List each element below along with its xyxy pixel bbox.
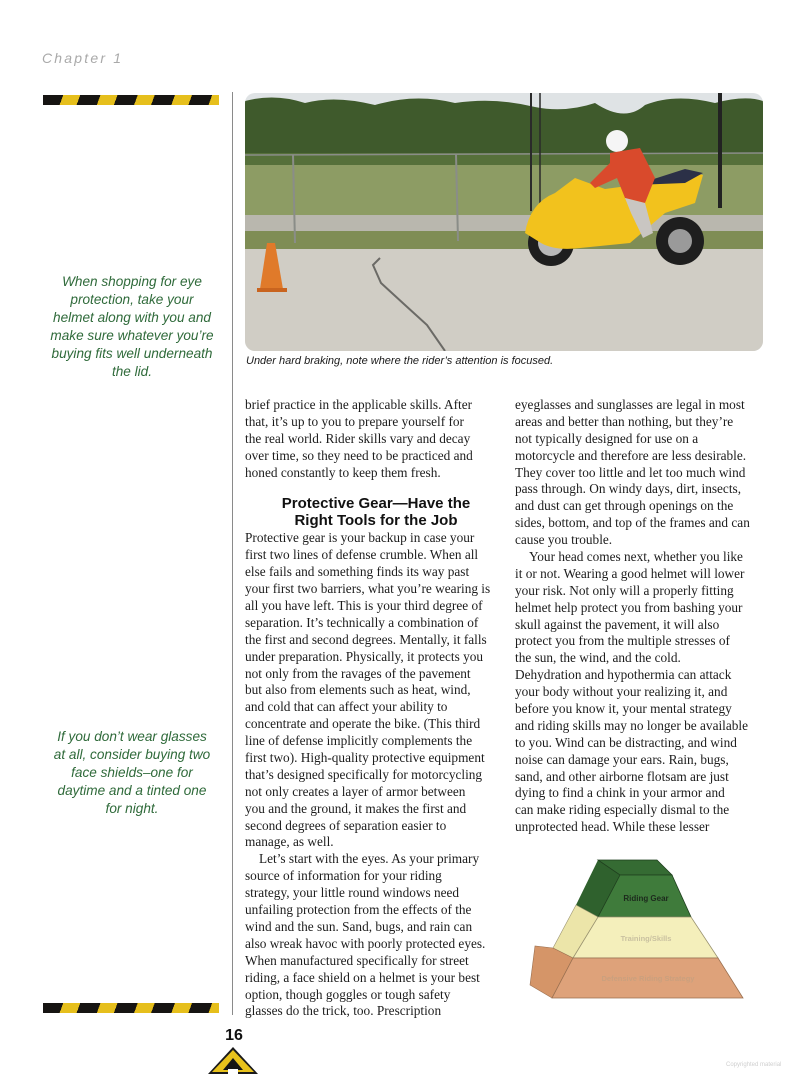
sidebar-divider (232, 92, 233, 1015)
paragraph (245, 851, 507, 1020)
text-line: glasses do the trick, too. Prescription (245, 1003, 442, 1019)
motorcycle-braking-photo (245, 93, 763, 351)
text-line: When manufactured specifically for street (245, 952, 469, 968)
text-line: but also from elements such as heat, wind, (245, 682, 471, 698)
book-logo-icon (206, 1045, 260, 1075)
paragraph (245, 397, 507, 481)
text-line: also wreak havoc with poorly protected eyes. (245, 935, 486, 951)
photo-caption: Under hard braking, note where the rider’s attention is focused. (246, 355, 554, 367)
text-line: areas and better than nothing, but they’re (515, 413, 734, 429)
paragraph (515, 549, 767, 836)
text-line: Dehydration and hypothermia can attack (515, 667, 732, 683)
text-line: the real world. Rider skills vary and decay (245, 430, 471, 446)
photo-illustration (245, 93, 763, 351)
copyright-watermark: Copyrighted material (726, 1062, 782, 1068)
text-line: honed constantly to keep them fresh. (245, 464, 441, 480)
section-heading (245, 495, 507, 529)
tip-line: protection, take your (70, 292, 194, 307)
text-line: option, though goggles or tough safety (245, 986, 451, 1002)
text-line: Protective gear is your backup in case your (245, 530, 475, 546)
hazard-stripe-top (43, 95, 219, 105)
text-line: concentrate and operate the bike. (This third (245, 716, 481, 732)
text-line: wind and the sun. Sand, bugs, and rain can (245, 918, 473, 934)
paragraph (245, 530, 507, 851)
text-line: and riding skills may no longer be available (515, 717, 749, 733)
text-line: unprotected head. While these lesser (515, 819, 710, 835)
tip-line: the lid. (111, 364, 153, 379)
text-line: They cover too little and let too much wind (515, 464, 746, 480)
text-line: and dust can get through openings on the (515, 498, 734, 514)
text-line: that’s designed specifically for motorcycling (245, 766, 483, 782)
text-line: that, it’s up to you to prepare yourself for (245, 413, 464, 429)
text-line: eyeglasses and sunglasses are legal in most (515, 397, 745, 412)
text-line: not only from the ravages of the pavement (245, 665, 471, 681)
tip-line: for night. (105, 801, 159, 816)
sidebar-tip-face-shields (32, 728, 232, 818)
text-line: cause you trouble. (515, 532, 613, 548)
tip-line: When shopping for eye (62, 274, 202, 289)
tip-line: buying fits well underneath (51, 346, 213, 361)
pyramid-label-riding-gear: Riding Gear (623, 894, 669, 903)
hazard-stripe-bottom (43, 1003, 219, 1013)
tip-line: helmet along with you and (53, 310, 211, 325)
tip-line: face shields–one for (71, 765, 193, 780)
text-line: manage, as well. (245, 834, 334, 850)
text-line: over time, so they need to be practiced and (245, 447, 473, 463)
text-line: Your head comes next, whether you like (529, 549, 743, 565)
text-line: second degrees of separation easier to (245, 817, 447, 833)
text-line: all you have left. This is your third degree of (245, 598, 483, 614)
heading-line: Right Tools for the Job (294, 512, 458, 530)
tip-line: daytime and a tinted one (57, 783, 207, 798)
text-line: and cold that can affect your ability to (245, 699, 448, 715)
text-line: noise can damage your ears. Rain, bugs, (515, 751, 729, 767)
page-number: 16 (225, 1027, 243, 1044)
text-line: helmet help protect you from bashing your (515, 599, 743, 615)
text-line: under preparation. Physically, it protects you (245, 648, 484, 664)
pyramid-label-training: Training/Skills (620, 934, 672, 943)
protection-pyramid-diagram (526, 856, 748, 1002)
text-line: can make riding especially dismal to the (515, 802, 730, 818)
text-line: sides, bottom, and top of the frames and can (515, 515, 750, 531)
text-line: strategy, your little round windows need (245, 885, 460, 901)
text-line: Let’s start with the eyes. As your primary (259, 851, 480, 867)
text-line: motorcycle and therefore are less desirable. (515, 447, 747, 463)
tip-line: make sure whatever you’re (50, 328, 214, 343)
text-line: before you know it, your mental strategy (515, 701, 732, 717)
tip-line: at all, consider buying two (53, 747, 211, 762)
text-line: unfailing protection from the effects of the (245, 902, 472, 918)
text-line: protect you from the multiple stresses of (515, 633, 730, 649)
text-line: your risk. Not only will a properly fitting (515, 582, 734, 598)
heading-line: Protective Gear—Have the (281, 495, 471, 513)
text-line: it or not. Wearing a good helmet will lower (515, 565, 745, 581)
article-column-right (515, 397, 767, 836)
text-line: to you. Wind can be distracting, and wind (515, 734, 737, 750)
text-line: else fails and something finds its way past (245, 564, 470, 580)
text-line: your first two barriers, what you’re wearing is (245, 581, 491, 597)
sidebar-tip-eye-protection (32, 273, 232, 381)
text-line: first two). High-quality protective equipment (245, 750, 485, 766)
text-line: source of information for your riding (245, 868, 442, 884)
text-line: pass through. On windy days, dirt, insects, (515, 481, 742, 497)
text-line: riding, a face shield on a helmet is your best (245, 969, 480, 985)
text-line: first two lines of defense crumble. When all (245, 547, 479, 563)
photo-cone-base (257, 288, 287, 292)
article-column-left (245, 397, 507, 1020)
chapter-label: Chapter 1 (42, 50, 124, 66)
text-line: sand, and other airborne flotsam are just (515, 768, 729, 784)
text-line: the sun, the wind, and the cold. (515, 650, 681, 666)
pyramid-label-defensive: Defensive Riding Strategy (601, 974, 695, 983)
text-line: not only creates a layer of armor between (245, 783, 466, 799)
tip-line: If you don’t wear glasses (57, 729, 207, 744)
text-line: your body without your realizing it, and (515, 684, 728, 700)
text-line: dying to find a chink in your armor and (515, 785, 725, 801)
text-line: not typically designed for use on a (515, 430, 699, 446)
text-line: the first and second degrees. Mentally, it falls (245, 631, 487, 647)
text-line: line of defense implicitly complements the (245, 733, 473, 749)
paragraph (515, 397, 767, 549)
text-line: you and the ground, it makes the first and (245, 800, 467, 816)
text-line: separation. It’s technically a combination of (245, 614, 479, 630)
text-line: skull against the pavement, it will also (515, 616, 720, 632)
photo-rider-helmet (606, 130, 628, 152)
text-line: brief practice in the applicable skills. After (245, 397, 473, 412)
